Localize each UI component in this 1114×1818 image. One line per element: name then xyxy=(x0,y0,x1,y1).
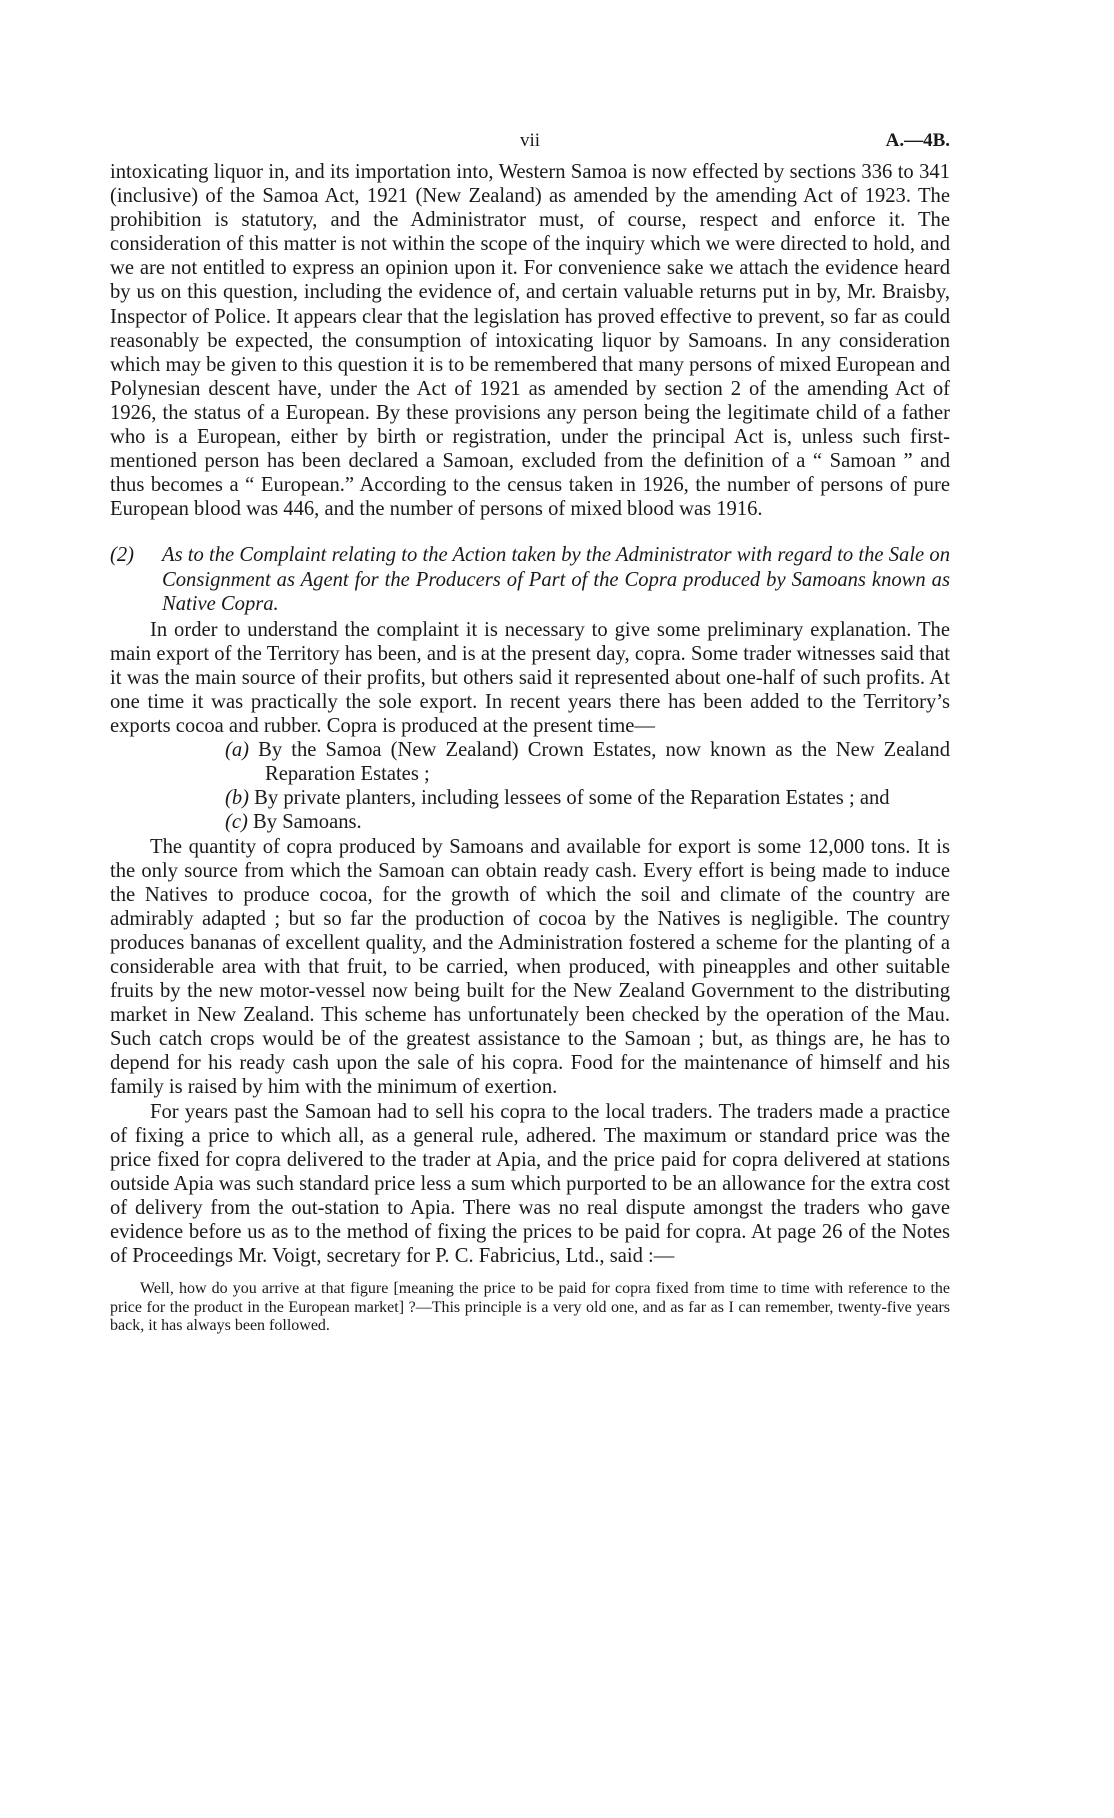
list-item-text: By the Samoa (New Zealand) Crown Estates, now known as the New Zealand Reparation Estates ; xyxy=(258,739,950,786)
list-item-text: By Samoans. xyxy=(253,811,362,834)
paragraph-copra-intro: In order to understand the complaint it is necessary to give some preliminary explanation. The main export of the Territory has been, and is at the present day, copra. Some trader witnesses said that it was the main source of their profits, but others said it represented about one-half of such profits. At one time it was practically the sole export. In recent years there has been added to the Territory’s exports cocoa and rubber. Copra is produced at the present time— xyxy=(110,618,950,738)
list-marker: (c) xyxy=(225,811,248,834)
list-marker: (b) xyxy=(225,787,250,810)
page-number: vii xyxy=(520,130,541,151)
section-heading-text: As to the Complaint relating to the Action taken by the Administrator with regard to the Sale on Consignment as Agent for the Producers of Part of the Copra produced by Samoans known as Native Copra. xyxy=(162,544,950,615)
paragraph-traders: For years past the Samoan had to sell his copra to the local traders. The traders made a practice of fixing a price to which all, as a general rule, adhered. The maximum or standard price was the price fixed for copra delivered to the trader at Apia, and the price paid for copra delivered at stations outside Apia was such standard price less a sum which purported to be an allowance for the extra cost of delivery from the out-station to Apia. There was no real dispute amongst the traders who gave evidence before us as to the method of fixing the prices to be paid for copra. At page 26 of the Notes of Proceedings Mr. Voigt, secretary for P. C. Fabricius, Ltd., said :— xyxy=(110,1100,950,1268)
paragraph-liquor-continuation: intoxicating liquor in, and its importation into, Western Samoa is now effected by sections 336 to 341 (inclusive) of the Samoa Act, 1921 (New Zealand) as amended by the amending Act of 1923. The prohibition is statutory, and the Administrator must, of course, respect and enforce it. The consideration of this matter is not within the scope of the inquiry which we were directed to hold, and we are not entitled to express an opinion upon it. For convenience sake we attach the evidence heard by us on this question, including the evidence of, and certain valuable returns put in by, Mr. Braisby, Inspector of Police. It appears clear that the legislation has proved effective to prevent, so far as could reasonably be expected, the consumption of intoxicating liquor by Samoans. In any consideration which may be given to this question it is to be remembered that many persons of mixed European and Polynesian descent have, under the Act of 1921 as amended by section 2 of the amending Act of 1926, the status of a European. By these provisions any person being the legitimate child of a father who is a European, either by birth or registration, under the principal Act is, unless such first-mentioned person has been declared a Samoan, excluded from the definition of a “ Samoan ” and thus becomes a “ European.” According to the census taken in 1926, the number of persons of pure European blood was 446, and the number of persons of mixed blood was 1916. xyxy=(110,161,950,521)
document-code: A.—4B. xyxy=(885,130,950,151)
list-item-text: By private planters, including lessees of some of the Reparation Estates ; and xyxy=(254,787,890,810)
section-number: (2) xyxy=(110,544,135,567)
list-item xyxy=(110,738,950,786)
section-heading xyxy=(110,543,950,615)
paragraph-copra-quantity: The quantity of copra produced by Samoans and available for export is some 12,000 tons. It is the only source from which the Samoan can obtain ready cash. Every effort is being made to induce the Natives to produce cocoa, for the growth of which the soil and climate of the country are admirably adapted ; but so far the production of cocoa by the Natives is negligible. The country produces bananas of excellent quality, and the Administration fostered a scheme for the planting of a considerable area with that fruit, to be carried, when produced, with pineapples and other suitable fruits by the new motor-vessel now being built for the New Zealand Government to the distributing market in New Zealand. This scheme has unfortunately been checked by the operation of the Mau. Such catch crops would be of the greatest assistance to the Samoan ; but, as things are, he has to depend for his ready cash upon the sale of his copra. Food for the maintenance of himself and his family is raised by him with the minimum of exertion. xyxy=(110,835,950,1099)
copra-producers-list xyxy=(110,738,950,834)
list-item xyxy=(110,786,950,810)
evidence-quote: Well, how do you arrive at that figure [meaning the price to be paid for copra fixed from time to time with reference to the price for the product in the European market] ?—This principle is a very old one, and as far as I can remember, twenty-five years back, it has always been followed. xyxy=(110,1280,950,1335)
list-marker: (a) xyxy=(225,739,250,762)
page-header xyxy=(110,130,950,160)
document-page xyxy=(110,130,950,1336)
list-item xyxy=(110,810,950,834)
